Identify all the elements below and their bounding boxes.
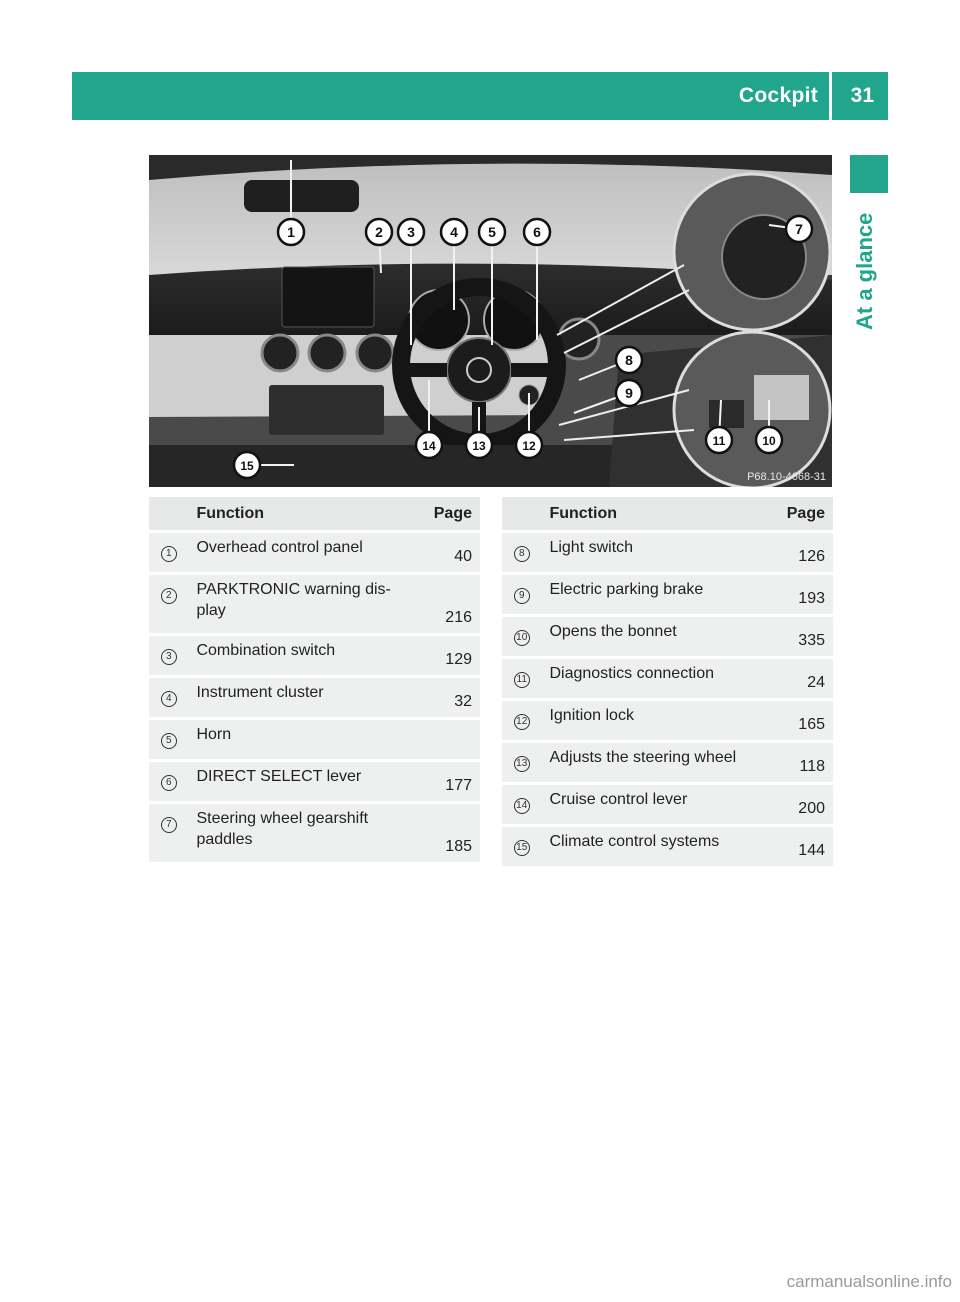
callout-marker — [441, 219, 467, 245]
table-row — [502, 827, 833, 866]
watermark: carmanualsonline.info — [786, 1272, 952, 1291]
callout-label: 14 — [422, 439, 436, 453]
callout-number-icon: 5 — [161, 733, 177, 749]
row-number — [502, 533, 541, 572]
row-page: 118 — [767, 743, 833, 782]
table-row — [149, 678, 480, 717]
callout-marker — [466, 432, 492, 458]
row-number — [502, 575, 541, 614]
page-number: 31 — [850, 84, 874, 107]
callout-number-icon: 12 — [514, 714, 530, 730]
callout-number-icon: 8 — [514, 546, 530, 562]
callout-label: 6 — [533, 224, 541, 240]
callout-number-icon: 1 — [161, 546, 177, 562]
table-row — [149, 762, 480, 801]
callout-number-icon: 4 — [161, 691, 177, 707]
row-page: 24 — [767, 659, 833, 698]
callout-label: 12 — [522, 439, 536, 453]
callout-label: 1 — [287, 224, 295, 240]
callout-marker — [234, 452, 260, 478]
table-row — [502, 785, 833, 824]
callout-number-icon: 2 — [161, 588, 177, 604]
row-number — [149, 804, 188, 862]
row-page: 177 — [414, 762, 480, 801]
callout-number-icon: 7 — [161, 817, 177, 833]
row-function: Opens the bonnet — [541, 617, 767, 656]
row-number — [149, 762, 188, 801]
row-number — [149, 720, 188, 759]
function-table-left — [149, 494, 480, 865]
callout-marker — [398, 219, 424, 245]
table-row — [502, 701, 833, 740]
callout-marker — [616, 347, 642, 373]
callout-label: 3 — [407, 224, 415, 240]
callout-number-icon: 13 — [514, 756, 530, 772]
row-page: 32 — [414, 678, 480, 717]
row-function: Overhead control panel — [188, 533, 414, 572]
row-function: DIRECT SELECT lever — [188, 762, 414, 801]
row-page: 129 — [414, 636, 480, 675]
callout-label: 4 — [450, 224, 458, 240]
table-row — [149, 720, 480, 759]
page-column-header: Page — [767, 497, 833, 530]
table-header-row — [149, 497, 480, 530]
table-row — [149, 636, 480, 675]
row-function: Electric parking brake — [541, 575, 767, 614]
image-reference-code: P68.10-4668-31 — [747, 471, 826, 483]
callout-label: 5 — [488, 224, 496, 240]
row-page: 165 — [767, 701, 833, 740]
table-row — [502, 575, 833, 614]
row-page: 193 — [767, 575, 833, 614]
table-row — [502, 743, 833, 782]
table-header-row — [502, 497, 833, 530]
callout-marker — [706, 427, 732, 453]
table-row — [149, 804, 480, 862]
callout-marker — [524, 219, 550, 245]
row-number — [149, 636, 188, 675]
table-row — [502, 533, 833, 572]
row-page: 144 — [767, 827, 833, 866]
row-number — [502, 827, 541, 866]
callout-label: 7 — [795, 221, 803, 237]
row-function: Adjusts the steering wheel — [541, 743, 767, 782]
callout-marker — [416, 432, 442, 458]
row-page: 40 — [414, 533, 480, 572]
row-function: Climate control systems — [541, 827, 767, 866]
callout-number-icon: 9 — [514, 588, 530, 604]
row-page — [414, 720, 480, 759]
row-function: Ignition lock — [541, 701, 767, 740]
callout-label: 10 — [762, 434, 776, 448]
number-column-header — [149, 497, 188, 530]
callout-number-icon: 11 — [514, 672, 530, 688]
function-column-header: Function — [541, 497, 767, 530]
callout-number-icon: 6 — [161, 775, 177, 791]
callout-marker — [479, 219, 505, 245]
row-page: 200 — [767, 785, 833, 824]
page-column-header: Page — [414, 497, 480, 530]
callout-label: 11 — [712, 434, 726, 448]
callout-marker — [366, 219, 392, 245]
callout-marker — [756, 427, 782, 453]
row-function: Horn — [188, 720, 414, 759]
row-function: Cruise control lever — [541, 785, 767, 824]
header-divider — [829, 72, 832, 120]
row-function: Steering wheel gearshift paddles — [188, 804, 414, 862]
row-page: 335 — [767, 617, 833, 656]
callout-number-icon: 3 — [161, 649, 177, 665]
function-column-header: Function — [188, 497, 414, 530]
table-row — [502, 617, 833, 656]
callout-marker — [516, 432, 542, 458]
table-row — [149, 533, 480, 572]
row-function: PARKTRONIC warning dis- play — [188, 575, 414, 633]
cockpit-image — [149, 155, 832, 487]
callout-number-icon: 10 — [514, 630, 530, 646]
function-table-right — [502, 494, 833, 869]
callout-marker — [786, 216, 812, 242]
row-number — [502, 743, 541, 782]
callout-number-icon: 14 — [514, 798, 530, 814]
section-title: Cockpit — [738, 84, 818, 107]
row-function: Combination switch — [188, 636, 414, 675]
row-page: 126 — [767, 533, 833, 572]
row-page: 185 — [414, 804, 480, 862]
row-number — [502, 617, 541, 656]
row-number — [149, 575, 188, 633]
callout-marker — [616, 380, 642, 406]
callout-number-icon: 15 — [514, 840, 530, 856]
table-row — [149, 575, 480, 633]
callout-marker — [278, 219, 304, 245]
callout-label: 8 — [625, 352, 633, 368]
callout-label: 2 — [375, 224, 383, 240]
row-number — [149, 678, 188, 717]
row-number — [502, 785, 541, 824]
row-number — [502, 701, 541, 740]
callout-label: 13 — [472, 439, 486, 453]
header-bar — [72, 72, 888, 120]
callout-label: 9 — [625, 385, 633, 401]
row-number — [502, 659, 541, 698]
row-function: Instrument cluster — [188, 678, 414, 717]
callout-label: 15 — [240, 459, 254, 473]
table-row — [502, 659, 833, 698]
number-column-header — [502, 497, 541, 530]
row-function: Light switch — [541, 533, 767, 572]
row-number — [149, 533, 188, 572]
row-function: Diagnostics connection — [541, 659, 767, 698]
side-label: At a glance — [852, 212, 877, 330]
cockpit-illustration — [149, 155, 832, 487]
row-page: 216 — [414, 575, 480, 633]
